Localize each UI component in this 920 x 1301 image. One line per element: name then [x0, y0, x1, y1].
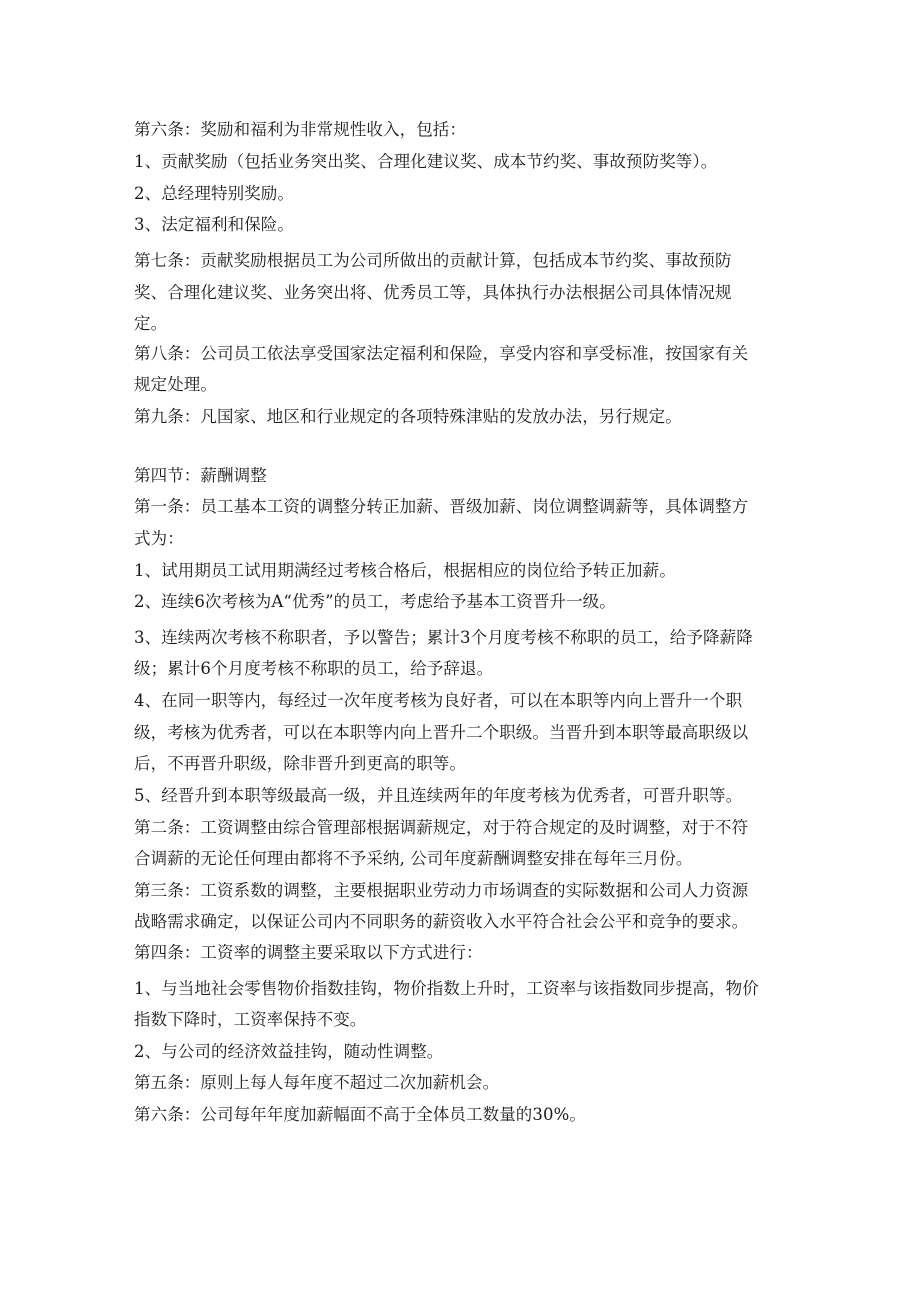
text-line: 2、连续6次考核为A“优秀”的员工，考虑给予基本工资晋升一级。 [134, 592, 616, 611]
text-line: 3、连续两次考核不称职者，予以警告；累计3个月度考核不称职的员工，给予降薪降 [134, 628, 753, 647]
text-line: 第五条：原则上每人每年度不超过二次加薪机会。 [134, 1073, 500, 1092]
text-line: 规定处理。 [134, 375, 217, 394]
text-line: 第四条：工资率的调整主要采取以下方式进行： [134, 943, 483, 962]
text-line: 3、法定福利和保险。 [134, 215, 294, 234]
text-line: 4、在同一职等内，每经过一次年度考核为良好者，可以在本职等内向上晋升一个职 [134, 691, 743, 710]
text-line: 2、与公司的经济效益挂钩，随动性调整。 [134, 1042, 444, 1061]
text-line: 第九条：凡国家、地区和行业规定的各项特殊津贴的发放办法，另行规定。 [134, 407, 682, 426]
text-line: 指数下降时，工资率保持不变。 [134, 1010, 367, 1029]
text-line: 5、经晋升到本职等级最高一级，并且连续两年的年度考核为优秀者，可晋升职等。 [134, 786, 743, 805]
text-line: 1、贡献奖励（包括业务突出奖、合理化建议奖、成本节约奖、事故预防奖等）。 [134, 152, 718, 171]
text-line: 合调薪的无论任何理由都将不予采纳, 公司年度薪酬调整安排在每年三月份。 [134, 849, 693, 868]
text-line: 第三条：工资系数的调整，主要根据职业劳动力市场调查的实际数据和公司人力资源 [134, 881, 749, 900]
text-line: 级；累计6个月度考核不称职的员工，给予辞退。 [134, 659, 494, 678]
text-line: 第一条：员工基本工资的调整分转正加薪、晋级加薪、岗位调整调薪等，具体调整方 [134, 497, 749, 516]
text-line: 第八条：公司员工依法享受国家法定福利和保险，享受内容和享受标准，按国家有关 [134, 344, 749, 363]
text-line: 2、总经理特别奖励。 [134, 184, 294, 203]
text-line: 战略需求确定，以保证公司内不同职务的薪资收入水平符合社会公平和竞争的要求。 [134, 912, 749, 931]
section-heading: 第四节：薪酬调整 [134, 466, 267, 485]
text-line: 级，考核为优秀者，可以在本职等内向上晋升二个职级。当晋升到本职等最高职级以 [134, 723, 749, 742]
text-line: 式为： [134, 529, 184, 548]
text-line: 第二条：工资调整由综合管理部根据调薪规定，对于符合规定的及时调整，对于不符 [134, 818, 749, 837]
text-line: 第七条：贡献奖励根据员工为公司所做出的贡献计算，包括成本节约奖、事故预防 [134, 251, 732, 270]
text-line: 后，不再晋升职级，除非晋升到更高的职等。 [134, 754, 466, 773]
text-line: 1、与当地社会零售物价指数挂钩，物价指数上升时，工资率与该指数同步提高，物价 [134, 979, 759, 998]
text-line: 定。 [134, 314, 168, 333]
text-line: 第六条：奖励和福利为非常规性收入，包括： [134, 120, 466, 139]
text-line: 奖、合理化建议奖、业务突出将、优秀员工等，具体执行办法根据公司具体情况规 [134, 283, 732, 302]
text-line: 第六条：公司每年年度加薪幅面不高于全体员工数量的30%。 [134, 1105, 586, 1124]
text-line: 1、试用期员工试用期满经过考核合格后，根据相应的岗位给予转正加薪。 [134, 561, 676, 580]
